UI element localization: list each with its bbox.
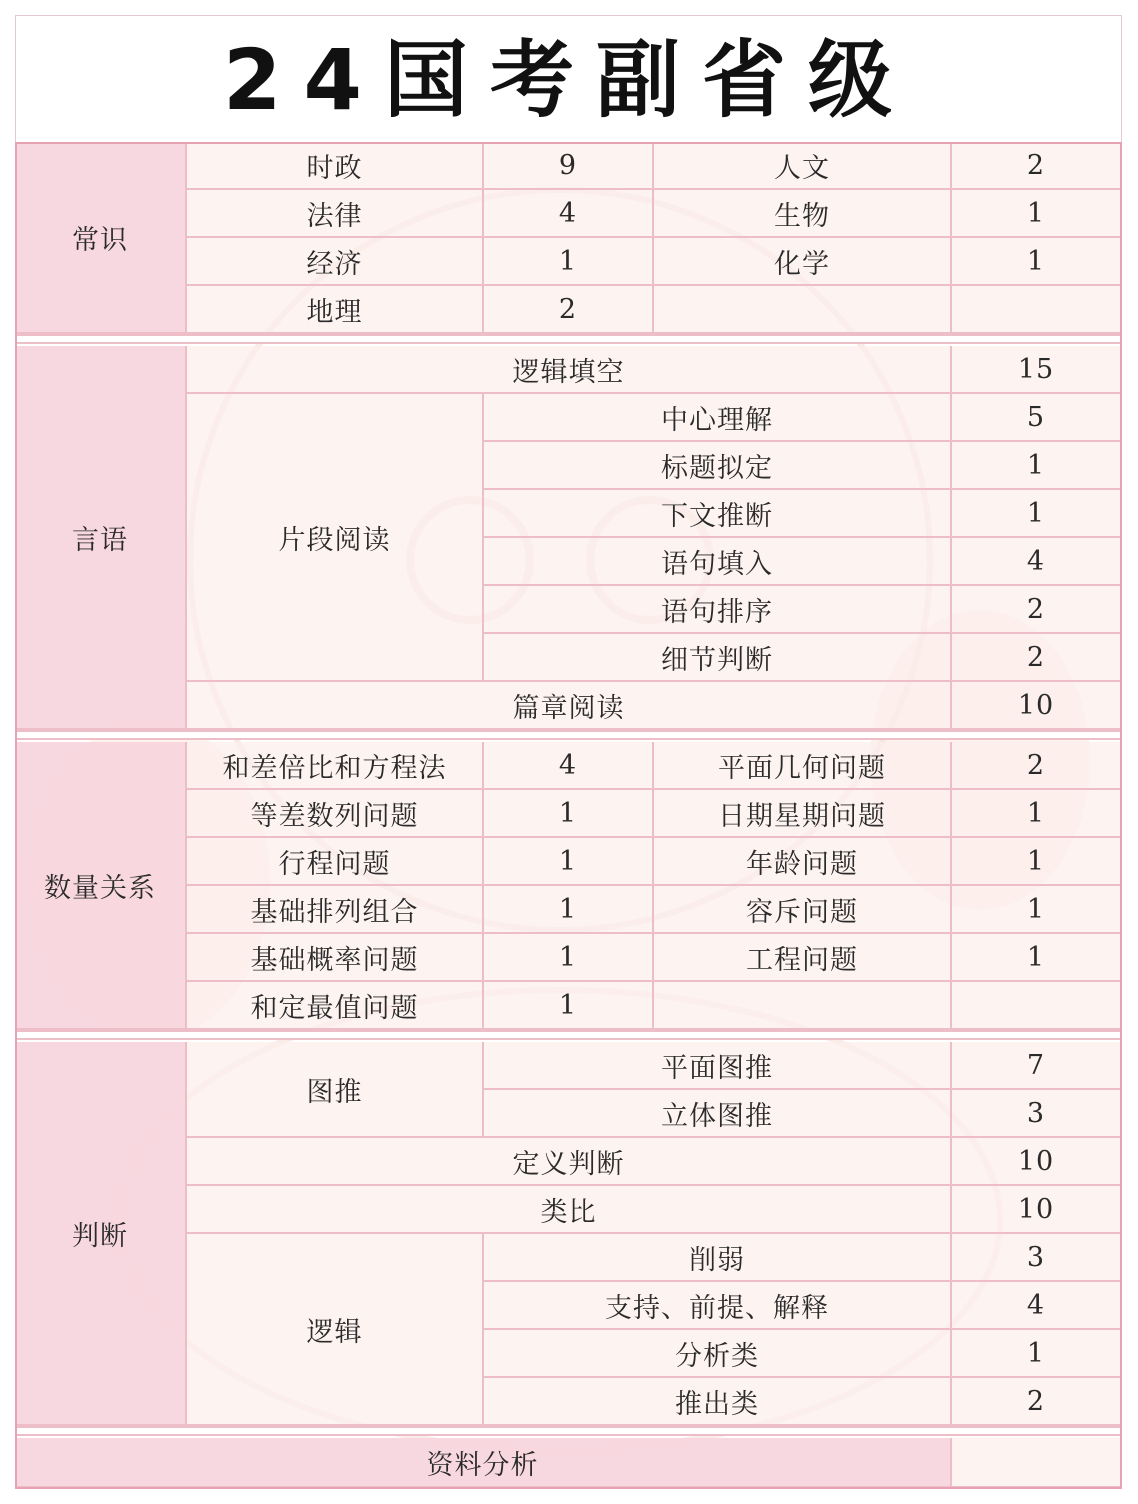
panduan-luoji-item-3: 推出类 [484,1378,952,1426]
changshi-item-a-2: 经济 [187,238,484,286]
panduan-luoji-count-1: 4 [952,1282,1122,1330]
shuliang-count-a-0: 4 [484,742,654,790]
panduan-luoji-item-0: 削弱 [484,1234,952,1282]
yanyu-pdyd-item-3: 语句填入 [484,538,952,586]
panduan-leibi-count: 10 [952,1186,1122,1234]
shuliang-item-b-5 [654,982,952,1030]
yanyu-pdyd-count-3: 4 [952,538,1122,586]
yanyu-pdyd-count-4: 2 [952,586,1122,634]
panduan-luoji-item-2: 分析类 [484,1330,952,1378]
yanyu-ljtk-label: 逻辑填空 [187,346,952,394]
yanyu-pdyd-item-2: 下文推断 [484,490,952,538]
ziliao-count-cell [952,1438,1122,1488]
panduan-leibi-label: 类比 [187,1186,952,1234]
yanyu-pdyd-item-5: 细节判断 [484,634,952,682]
yanyu-pdyd-item-4: 语句排序 [484,586,952,634]
yanyu-pdyd-item-0: 中心理解 [484,394,952,442]
category-changshi: 常识 [15,142,187,334]
yanyu-pdyd-count-2: 1 [952,490,1122,538]
shuliang-count-a-4: 1 [484,934,654,982]
panduan-tutui-count-1: 3 [952,1090,1122,1138]
shuliang-item-a-4: 基础概率问题 [187,934,484,982]
changshi-item-b-1: 生物 [654,190,952,238]
section-divider [15,334,1122,344]
shuliang-count-a-2: 1 [484,838,654,886]
yanyu-pzyd-count: 10 [952,682,1122,730]
panduan-tutui-item-1: 立体图推 [484,1090,952,1138]
changshi-count-b-2: 1 [952,238,1122,286]
yanyu-ljtk-count: 15 [952,346,1122,394]
shuliang-count-b-5 [952,982,1122,1030]
panduan-luoji-count-2: 1 [952,1330,1122,1378]
category-panduan: 判断 [15,1042,187,1426]
changshi-count-b-0: 2 [952,142,1122,190]
panduan-dingyi-count: 10 [952,1138,1122,1186]
page-title: 24国考副省级 [223,31,914,129]
shuliang-item-b-2: 年龄问题 [654,838,952,886]
shuliang-item-a-3: 基础排列组合 [187,886,484,934]
changshi-count-b-3 [952,286,1122,334]
changshi-count-a-2: 1 [484,238,654,286]
yanyu-pdyd-count-0: 5 [952,394,1122,442]
changshi-count-a-0: 9 [484,142,654,190]
changshi-item-b-2: 化学 [654,238,952,286]
shuliang-item-b-4: 工程问题 [654,934,952,982]
changshi-item-a-1: 法律 [187,190,484,238]
section-divider [15,730,1122,740]
panduan-tutui-count-0: 7 [952,1042,1122,1090]
shuliang-count-a-3: 1 [484,886,654,934]
shuliang-item-a-2: 行程问题 [187,838,484,886]
changshi-count-a-1: 4 [484,190,654,238]
changshi-item-b-3 [654,286,952,334]
shuliang-count-a-5: 1 [484,982,654,1030]
shuliang-count-b-0: 2 [952,742,1122,790]
panduan-dingyi-label: 定义判断 [187,1138,952,1186]
shuliang-count-a-1: 1 [484,790,654,838]
shuliang-item-b-1: 日期星期问题 [654,790,952,838]
shuliang-item-b-3: 容斥问题 [654,886,952,934]
changshi-item-a-3: 地理 [187,286,484,334]
shuliang-item-a-1: 等差数列问题 [187,790,484,838]
category-shuliang: 数量关系 [15,742,187,1030]
changshi-item-b-0: 人文 [654,142,952,190]
shuliang-count-b-4: 1 [952,934,1122,982]
panduan-luoji-count-3: 2 [952,1378,1122,1426]
shuliang-count-b-2: 1 [952,838,1122,886]
panduan-tutui-label: 图推 [187,1042,484,1138]
category-yanyu: 言语 [15,346,187,730]
yanyu-pdyd-label: 片段阅读 [187,394,484,682]
panduan-luoji-count-0: 3 [952,1234,1122,1282]
shuliang-item-a-5: 和定最值问题 [187,982,484,1030]
shuliang-count-b-3: 1 [952,886,1122,934]
panduan-luoji-item-1: 支持、前提、解释 [484,1282,952,1330]
category-ziliao: 资料分析 [15,1438,952,1488]
changshi-count-b-1: 1 [952,190,1122,238]
yanyu-pzyd-label: 篇章阅读 [187,682,952,730]
shuliang-count-b-1: 1 [952,790,1122,838]
changshi-item-a-0: 时政 [187,142,484,190]
panduan-luoji-label: 逻辑 [187,1234,484,1426]
yanyu-pdyd-count-5: 2 [952,634,1122,682]
section-divider [15,1030,1122,1040]
panduan-tutui-item-0: 平面图推 [484,1042,952,1090]
section-divider [15,1426,1122,1436]
yanyu-pdyd-item-1: 标题拟定 [484,442,952,490]
yanyu-pdyd-count-1: 1 [952,442,1122,490]
shuliang-item-a-0: 和差倍比和方程法 [187,742,484,790]
changshi-count-a-3: 2 [484,286,654,334]
shuliang-item-b-0: 平面几何问题 [654,742,952,790]
